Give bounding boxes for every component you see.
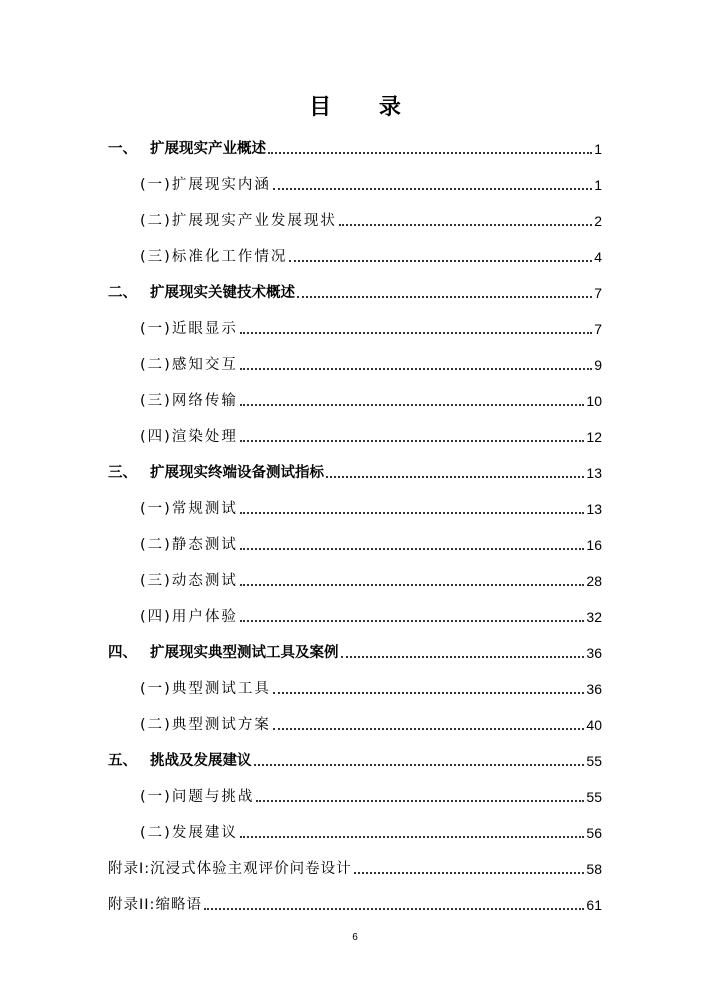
toc-item[interactable] <box>140 243 602 267</box>
toc-item-label: 附录I:沉浸式体验主观评价问卷设计 <box>108 861 352 877</box>
toc-leader-dots <box>204 908 584 910</box>
toc-leader-dots <box>273 188 592 190</box>
toc-item[interactable] <box>140 171 602 195</box>
toc-leader-dots <box>240 404 585 406</box>
toc-leader-dots <box>254 764 585 766</box>
toc-item[interactable] <box>140 315 602 339</box>
toc-item-label: (二)静态测试 <box>140 537 238 553</box>
toc-item-label: (三)动态测试 <box>140 573 238 589</box>
toc-item-label: 附录II:缩略语 <box>108 897 202 913</box>
toc-item[interactable] <box>140 603 602 627</box>
toc-leader-dots <box>341 656 585 658</box>
toc-leader-dots <box>297 296 592 298</box>
toc-item-page: 32 <box>586 609 602 625</box>
toc-item-page: 16 <box>586 537 602 553</box>
toc-item-number: 五、 <box>108 753 137 769</box>
toc-item-page: 4 <box>594 249 602 265</box>
toc-item-page: 13 <box>586 501 602 517</box>
toc-item-page: 55 <box>586 753 602 769</box>
toc-item-page: 1 <box>594 141 602 157</box>
toc-item-page: 36 <box>586 681 602 697</box>
toc-item-page: 58 <box>586 861 602 877</box>
toc-item-page: 28 <box>586 573 602 589</box>
toc-item-page: 2 <box>594 213 602 229</box>
toc-item[interactable] <box>108 459 602 483</box>
toc-leader-dots <box>240 620 585 622</box>
toc-item-number: 四、 <box>108 645 137 661</box>
toc-item[interactable] <box>140 495 602 519</box>
toc-item-label: (一)问题与挑战 <box>140 789 255 805</box>
toc-item[interactable] <box>108 639 602 663</box>
toc-item-label: 扩展现实产业概述 <box>150 141 266 157</box>
toc-leader-dots <box>240 548 585 550</box>
toc-item-number: 二、 <box>108 285 137 301</box>
toc-item-label: 扩展现实终端设备测试指标 <box>150 465 324 481</box>
toc-item-label: (二)典型测试方案 <box>140 717 271 733</box>
toc-item-label: (一)近眼显示 <box>140 321 238 337</box>
toc-item-page: 7 <box>594 321 602 337</box>
toc-item-number: 三、 <box>108 465 137 481</box>
toc-item[interactable] <box>140 711 602 735</box>
toc-item[interactable] <box>108 279 602 303</box>
toc-item-label: (一)典型测试工具 <box>140 681 271 697</box>
toc-leader-dots <box>240 836 585 838</box>
toc-item-page: 9 <box>594 357 602 373</box>
toc-item-page: 36 <box>586 645 602 661</box>
toc-item-label: (四)渲染处理 <box>140 429 238 445</box>
toc-item[interactable] <box>140 207 602 231</box>
toc-item-label: 扩展现实典型测试工具及案例 <box>150 645 339 661</box>
toc-leader-dots <box>354 872 585 874</box>
toc-item-label: (二)发展建议 <box>140 825 238 841</box>
toc-item-label: (二)扩展现实产业发展现状 <box>140 213 337 229</box>
toc-item[interactable] <box>108 135 602 159</box>
toc-item-label: (三)标准化工作情况 <box>140 249 288 265</box>
toc-item-page: 40 <box>586 717 602 733</box>
toc-appendix-item[interactable] <box>108 891 602 915</box>
toc-leader-dots <box>240 584 585 586</box>
toc-leader-dots <box>240 512 585 514</box>
toc-item-label: (一)常规测试 <box>140 501 238 517</box>
toc-item-label: 扩展现实关键技术概述 <box>150 285 295 301</box>
toc-item-label: 挑战及发展建议 <box>150 753 252 769</box>
page-title: 目 录 <box>309 95 421 120</box>
toc-leader-dots <box>326 476 584 478</box>
toc-item[interactable] <box>140 387 602 411</box>
toc-leader-dots <box>256 800 584 802</box>
toc-item-label: (三)网络传输 <box>140 393 238 409</box>
toc-item[interactable] <box>140 423 602 447</box>
toc-item[interactable] <box>108 747 602 771</box>
toc-item-page: 10 <box>586 393 602 409</box>
toc-item[interactable] <box>140 351 602 375</box>
toc-item[interactable] <box>140 819 602 843</box>
toc-appendix-item[interactable] <box>108 855 602 879</box>
toc-item-label: (一)扩展现实内涵 <box>140 177 271 193</box>
toc-item-page: 7 <box>594 285 602 301</box>
toc-item-page: 61 <box>586 897 602 913</box>
toc-leader-dots <box>268 152 592 154</box>
toc-leader-dots <box>240 368 592 370</box>
toc-item-page: 1 <box>594 177 602 193</box>
toc-item-page: 56 <box>586 825 602 841</box>
toc-item-page: 55 <box>586 789 602 805</box>
page-number: 6 <box>352 932 358 943</box>
toc-item[interactable] <box>140 531 602 555</box>
toc-leader-dots <box>273 692 585 694</box>
toc-item-page: 12 <box>586 429 602 445</box>
toc-leader-dots <box>289 260 592 262</box>
toc-item[interactable] <box>140 783 602 807</box>
toc-item[interactable] <box>140 675 602 699</box>
toc-item-label: (二)感知交互 <box>140 357 238 373</box>
toc-item[interactable] <box>140 567 602 591</box>
toc-item-label: (四)用户体验 <box>140 609 238 625</box>
toc-leader-dots <box>240 440 585 442</box>
toc-leader-dots <box>273 728 585 730</box>
toc-item-number: 一、 <box>108 141 137 157</box>
toc-leader-dots <box>240 332 592 334</box>
toc-item-page: 13 <box>586 465 602 481</box>
toc-leader-dots <box>339 224 592 226</box>
